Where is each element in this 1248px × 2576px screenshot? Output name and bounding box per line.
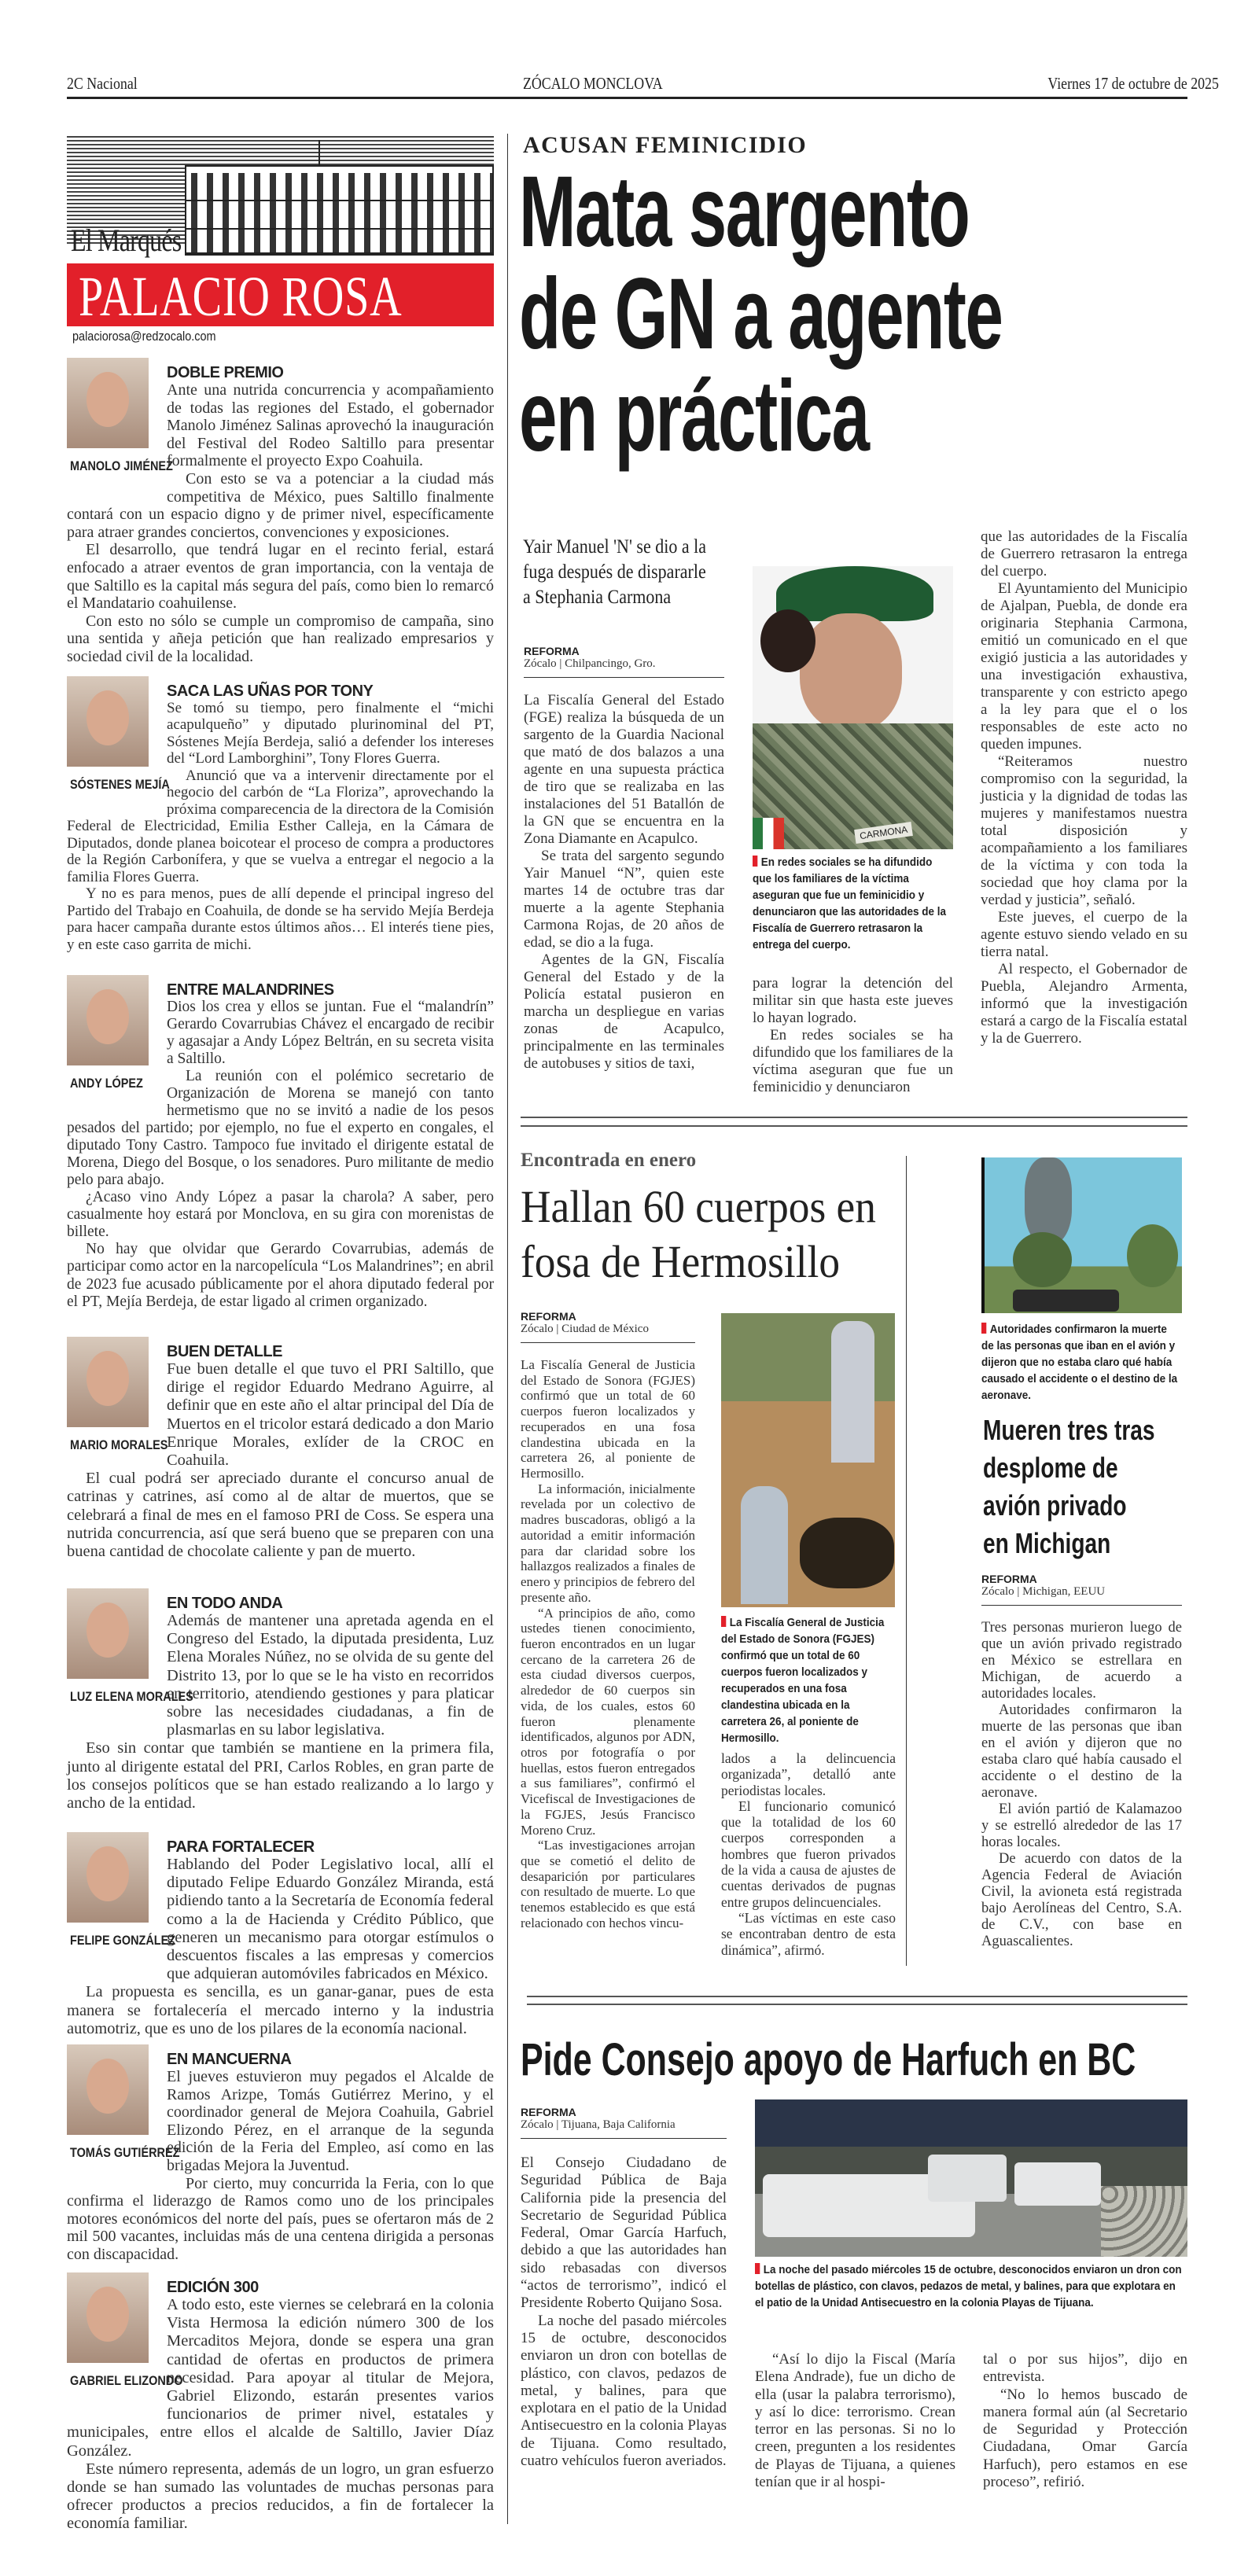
lead-agency: REFORMA bbox=[524, 645, 580, 657]
lead-photo-caption: En redes sociales se ha difundido que los familiares de la víctima aseguran que fue un feminicidio y denunciaron que las autoridades de la Fiscalía de Guerrero retrasaron la entrega del cuerpo. bbox=[753, 854, 952, 953]
lead-dateline: Zócalo | Chilpancingo, Gro. bbox=[524, 657, 724, 678]
lead-col1 bbox=[524, 692, 724, 1073]
lead-paragraph: En redes sociales se ha difundido que los familiares de la víctima aseguran que fue un feminicidio y denunciaron bbox=[753, 1027, 953, 1095]
harfuch-agency: REFORMA bbox=[521, 2106, 576, 2118]
item-paragraph: Eso sin contar que también se mantiene en la primera fila, junto al dirigente estatal del PRI, Carlos Robles, en gran parte de los consejos políticos que se han estado realizando a lo largo y ancho de la entidad. bbox=[67, 1739, 494, 1812]
portrait-photo bbox=[67, 2272, 149, 2363]
michigan-photo bbox=[981, 1157, 1182, 1313]
portrait-name: FELIPE GONZÁLEZ bbox=[70, 1933, 176, 1948]
issue-date: Viernes 17 de octubre de 2025 bbox=[1047, 74, 1219, 93]
lead-deck: Yair Manuel 'N' se dio a la fuga después de dispararle a Stephania Carmona bbox=[523, 536, 706, 608]
michigan-headline-line: avión privado bbox=[983, 1489, 1127, 1522]
hermosillo-headline-line: Hallan 60 cuerpos en bbox=[521, 1181, 876, 1232]
harfuch-photo bbox=[755, 2099, 1187, 2257]
item-lead: Fue buen detalle el que tuvo el PRI Saltillo, que dirige el regidor Eduardo Medrano Aguirre, al definir que en este año el altar principal del Día de Muertos en el tricolor estará dedicado a don Mario Enrique Morales, exlíder de la CROC en Coahuila. bbox=[167, 1360, 494, 1470]
harfuch-paragraph: “No lo hemos buscado de manera formal aún (al Secretario de Seguridad y Protección Ciudadana, Omar García Harfuch), pero estamos en ese proceso”, refirió. bbox=[983, 2386, 1187, 2491]
michigan-byline-block bbox=[981, 1573, 1182, 1606]
item-title: SACA LAS UÑAS POR TONY bbox=[167, 683, 374, 700]
lead-headline-line: en práctica bbox=[519, 360, 869, 473]
item-lead: Ante una nutrida concurrencia y acompañamiento de todas las regiones del Estado, el gobernador Manolo Jiménez Salinas aprovechó la inauguración del Festival del Rodeo Saltillo para presentar formalmente el proyecto Expo Coahuila. bbox=[167, 381, 494, 470]
portrait-photo bbox=[67, 1337, 149, 1427]
portrait-name: SÓSTENES MEJÍA bbox=[70, 777, 170, 792]
hermosillo-dateline: Zócalo | Ciudad de México bbox=[521, 1323, 695, 1343]
item-paragraph: No hay que olvidar que Gerardo Covarrubias, además de participar como actor en la narcopelícula “Los Malandrines”; en abril de 2023 fue acusado públicamente por el ahora diputado federal por el PT, Mejía Berdeja, de estar ligado al crimen organizado. bbox=[67, 1241, 494, 1310]
item-paragraph: ¿Acaso vino Andy López a pasar la charola? A saber, pero casualmente hoy estará por Monclova, en su gira con morenistas de billete. bbox=[67, 1189, 494, 1241]
lead-paragraph: “Reiteramos nuestro compromiso con la seguridad, la justicia y la dignidad de todas las mujeres y manifestamos nuestra total disposición y acompañamiento a los familiares de la víctima y con toda la sociedad que hoy clama por la verdad y justicia”, señaló. bbox=[981, 753, 1187, 908]
portrait-name: GABRIEL ELIZONDO bbox=[70, 2373, 183, 2388]
harfuch-paragraph: La noche del pasado miércoles 15 de octubre, desconocidos enviaron un dron con botellas de plástico, con clavos, pedazos de metal, y balines, para que explotara en el patio de la Unidad Antisecuestro en la colonia Playas de Tijuana. Como resultado, cuatro vehículos fueron averiados. bbox=[521, 2312, 727, 2470]
person-shape bbox=[831, 1321, 874, 1463]
hermosillo-col2 bbox=[721, 1750, 896, 1958]
column-logo bbox=[67, 134, 494, 329]
michigan-dateline: Zócalo | Michigan, EEUU bbox=[981, 1585, 1182, 1606]
item-paragraph: Este número representa, además de un logro, un gran esfuerzo donde se han sumado las voluntades de muchas personas para ofrecer productos a precios reducidos, a fin de fortalecer la economía familiar. bbox=[67, 2460, 494, 2533]
tree-shape bbox=[1013, 1232, 1072, 1287]
lead-headline-line: de GN a agente bbox=[519, 258, 1003, 370]
item-paragraph: El cual podrá ser apreciado durante el concurso anual de catrinas y catrines, así como al de altar de muertos, que se celebrará a final de mes en el famoso PRI de Coss. Se espera una nutrida concurrencia, así que será bueno que se preparen con una buena cantidad de chocolate caliente y pan de muerto. bbox=[67, 1470, 494, 1561]
michigan-paragraph: Autoridades confirmaron la muerte de las personas que iban en el avión y dijeron que no estaba claro qué había causado el accidente o el destino de la aeronave. bbox=[981, 1702, 1182, 1801]
column-item bbox=[67, 975, 494, 1311]
item-paragraph: La reunión con el polémico secretario de Organización de Morena se manejó con tanto hermetismo que no se invitó a nadie de los pesos pesados del partido; por ejemplo, no fue el experto en congales, el diputado Tony Castro. Tampoco fue invitado el dirigente estatal de Morena, Diego del Bosque, o los senadores. Puro militante de medio pelo para abajo. bbox=[67, 1068, 494, 1189]
item-paragraph: La propuesta es sencilla, es un ganar-ganar, pues de esta manera se fortalecería el mercado interno y la industria automotriz, que es uno de los pilares de la economía nacional. bbox=[67, 1983, 494, 2037]
column-divider bbox=[906, 1156, 907, 1966]
item-lead: A todo esto, este viernes se celebrará en la colonia Vista Hermosa la edición número 300 de los Mercaditos Mejora, donde se espera una gran cantidad de ofertas en productos de primera necesidad. Para apoyar al titular de Mejora, Gabriel Elizondo, estarán presentes varios funcionarios de primer nivel, estatales y municipales, entre ellos el alcalde de Saltillo, Javier Díaz González. bbox=[67, 2296, 494, 2460]
column-item bbox=[67, 2272, 494, 2534]
pit-shape bbox=[800, 1518, 894, 1588]
item-paragraph: Con esto se va a potenciar a la ciudad más competitiva de México, pues Saltillo finalmente contará con un espacio digno y de primer nivel, específicamente para atraer grandes conciertos, convenciones y exposiciones. bbox=[67, 469, 494, 541]
item-title: PARA FORTALECER bbox=[167, 1838, 315, 1856]
lead-kicker: ACUSAN FEMINICIDIO bbox=[523, 132, 808, 158]
harfuch-col1 bbox=[521, 2155, 727, 2470]
item-paragraph: Por cierto, muy concurrida la Feria, con lo que confirma el liderazgo de Ramos como uno de los principales motores económicos del norte del país, pues se ofertaron más de 2 mil 500 vacantes, incluidas más de una centena dirigida a personas con discapacidad. bbox=[67, 2174, 494, 2263]
hermosillo-paragraph: La Fiscalía General de Justicia del Estado de Sonora (FGJES) confirmó que un total de 60 cuerpos fueron localizados y recuperados en una fosa clandestina ubicada en la carretera 26, al poniente de Hermosillo. bbox=[521, 1357, 695, 1481]
smoke-shape bbox=[1025, 1157, 1072, 1244]
hermosillo-byline-block bbox=[521, 1310, 695, 1343]
portrait-photo bbox=[67, 975, 149, 1065]
item-title: DOBLE PREMIO bbox=[167, 364, 284, 381]
lead-paragraph: Agentes de la GN, Fiscalía General del Estado y de la Policía estatal pusieron en marcha un despliegue en varias zonas de Acapulco, principalmente en las terminales de autobuses y sitios de taxi, bbox=[524, 951, 724, 1072]
harfuch-col3 bbox=[983, 2351, 1187, 2491]
lead-paragraph: que las autoridades de la Fiscalía de Guerrero retrasaron la entrega del cuerpo. bbox=[981, 528, 1187, 580]
harfuch-headline: Pide Consejo apoyo de Harfuch en BC bbox=[521, 2034, 1136, 2085]
michigan-paragraph: Tres personas murieron luego de que un avión privado registrado en México se estrellara en Michigan, de acuerdo a autoridades locales. bbox=[981, 1620, 1182, 1702]
flag-pole-icon bbox=[318, 140, 320, 167]
column-item bbox=[67, 2044, 494, 2264]
tree-shape bbox=[1127, 1224, 1178, 1287]
section-divider bbox=[521, 1117, 1187, 1118]
michigan-headline-line: Mueren tres tras bbox=[983, 1414, 1155, 1446]
lead-paragraph: Este jueves, el cuerpo de la agente estuvo siendo velado en su tierra natal. bbox=[981, 909, 1187, 960]
item-paragraph: Y no es para menos, pues de allí depende el principal ingreso del Partido del Trabajo en Coahuila, de donde se ha servido Mejía Berdeja para hacer campaña durante estos últimos años… El interés tiene pies, y en este caso garrita de michi. bbox=[67, 885, 494, 953]
hermosillo-photo-caption: La Fiscalía General de Justicia del Estado de Sonora (FGJES) confirmó que un total de 60 cuerpos fueron localizados y recuperados en una fosa clandestina ubicada en la carretera 26, al poniente de Hermosillo. bbox=[721, 1614, 895, 1746]
truck-shape bbox=[928, 2155, 1007, 2202]
newspaper-name: ZÓCALO MONCLOVA bbox=[523, 74, 663, 93]
harfuch-paragraph: tal o por sus hijos”, dijo en entrevista. bbox=[983, 2351, 1187, 2386]
hermosillo-col1 bbox=[521, 1357, 695, 1931]
harfuch-byline-block bbox=[521, 2106, 727, 2139]
michigan-paragraph: De acuerdo con datos de la Agencia Federal de Aviación Civil, la avioneta está registrada bajo Aerolíneas del Centro, S.A. de C.V., con base en Aguascalientes. bbox=[981, 1851, 1182, 1949]
portrait-name: LUZ ELENA MORALES bbox=[70, 1689, 193, 1704]
hermosillo-kicker: Encontrada en enero bbox=[521, 1150, 697, 1171]
portrait-name: MANOLO JIMÉNEZ bbox=[70, 458, 173, 473]
michigan-photo-caption: Autoridades confirmaron la muerte de las personas que iban en el avión y dijeron que no estaba claro qué había causado el accidente o el destino de la aeronave. bbox=[981, 1321, 1180, 1404]
hermosillo-paragraph: “A principios de año, como ustedes tienen conocimiento, fueron encontrados en un lugar cercano de la carretera 26 de esta ciudad diversos cuerpos, alrededor de 60 cuerpos sin vida, de los cuales, estos 60 fueron plenamente identificados, algunos por ADN, otros por fotografía o por huellas, estos fueron entregados a sus familiares”, confirmó el Vicefiscal de Investigaciones de la FGJES, Jesús Francisco Moreno Cruz. bbox=[521, 1605, 695, 1838]
portrait-name: TOMÁS GUTIÉRREZ bbox=[70, 2145, 180, 2160]
lead-paragraph: Se trata del sargento segundo Yair Manuel “N”, quien este martes 14 de octubre tras dar muerte a la agente Stephania Carmona Rojas, de 20 años de edad, se dio a la fuga. bbox=[524, 848, 724, 951]
harfuch-paragraph: El Consejo Ciudadano de Seguridad Pública de Baja California pide la presencia del Secretario de Seguridad Pública Federal, Omar García Harfuch, debido a que las autoridades han sido rebasadas con diversos “actos de terrorismo”, indicó el Presidente Roberto Quijano Sosa. bbox=[521, 2155, 727, 2312]
hermosillo-paragraph: lados a la delincuencia organizada”, detalló ante periodistas locales. bbox=[721, 1750, 896, 1798]
palace-illustration bbox=[185, 165, 494, 256]
name-tape: CARMONA bbox=[854, 822, 913, 844]
item-lead: Se tomó su tiempo, pero finalmente el “michi acapulqueño” y diputado plurinominal del PT, Sóstenes Mejía Berdeja, salió a defender los intereses del “Lord Lamborghini”, Tony Flores Guerra. bbox=[167, 700, 494, 767]
portrait-photo bbox=[67, 358, 149, 448]
column-divider bbox=[507, 134, 508, 2524]
section-divider bbox=[527, 1996, 1187, 1997]
lead-paragraph: Al respecto, el Gobernador de Puebla, Alejandro Armenta, informó que la investigación estará a cargo de la Fiscalía estatal y la de Guerrero. bbox=[981, 961, 1187, 1047]
portrait-photo bbox=[67, 676, 149, 767]
item-title: BUEN DETALLE bbox=[167, 1343, 282, 1360]
truck-shape bbox=[1013, 1290, 1119, 1312]
michigan-paragraph: El avión partió de Kalamazoo y se estrelló alrededor de las 17 horas locales. bbox=[981, 1801, 1182, 1850]
hermosillo-photo bbox=[721, 1313, 895, 1607]
hermosillo-headline-line: fosa de Hermosillo bbox=[521, 1236, 841, 1287]
page-header bbox=[67, 74, 1219, 99]
harfuch-dateline: Zócalo | Tijuana, Baja California bbox=[521, 2118, 727, 2139]
michigan-headline-line: en Michigan bbox=[983, 1527, 1111, 1559]
harfuch-photo-caption: La noche del pasado miércoles 15 de octubre, desconocidos enviaron un dron con botellas de plástico, con clavos, pedazos de metal, y balines, para que explotara en el patio de la Unidad Antisecuestro en la colonia Playas de Tijuana. bbox=[755, 2261, 1187, 2311]
portrait-photo bbox=[67, 1832, 149, 1923]
item-title: EN MANCUERNA bbox=[167, 2051, 292, 2068]
portrait-photo bbox=[67, 1588, 149, 1679]
section-divider bbox=[521, 1125, 1187, 1127]
column-item bbox=[67, 676, 494, 953]
item-lead: Dios los crea y ellos se juntan. Fue el “malandrín” Gerardo Covarrubias Chávez el encargado de recibir y agasajar a Andy López Beltrán, en su secreta visita a Saltillo. bbox=[167, 999, 494, 1068]
portrait-name: ANDY LÓPEZ bbox=[70, 1076, 143, 1091]
hermosillo-paragraph: La información, inicialmente revelada por un colectivo de madres buscadoras, obligó a la autoridad a emitir información para dar claridad sobre los hallazgos realizados a finales de enero y principios de febrero del presente año. bbox=[521, 1481, 695, 1605]
harfuch-paragraph: “Así lo dijo la Fiscal (María Elena Andrade), fue un dicho de ella (usar la palabra terrorismo), y así lo dice: terrorismo. Crean terror en las personas. Si no lo creen, pregunten a los residentes de Playas de Tijuana, a quienes tenían que ir al hospi- bbox=[755, 2351, 955, 2491]
lead-paragraph: La Fiscalía General del Estado (FGE) realiza la búsqueda de un sargento de la Guardia Nacional que mató de dos balazos a una agente en una supuesta práctica de tiro que se realizaba en las instalaciones del 51 Batallón de la GN que se encuentra en la Zona Diamante en Acapulco. bbox=[524, 692, 724, 847]
hermosillo-headline bbox=[521, 1179, 876, 1290]
item-paragraph: Con esto no sólo se cumple un compromiso de campaña, sino una sentida y añeja petición que han realizado empresarios y sociedad civil de la localidad. bbox=[67, 612, 494, 665]
harfuch-col2 bbox=[755, 2351, 955, 2491]
logo-small-text: El Marqués bbox=[71, 223, 182, 258]
column-item bbox=[67, 1832, 494, 2038]
column-item bbox=[67, 1588, 494, 1812]
section-label: 2C Nacional bbox=[67, 74, 138, 93]
hermosillo-paragraph: El funcionario comunicó que la totalidad de los 60 cuerpos corresponden a hombres que fueron privados de la vida a causa de ajustes de cuentas derivados de pugnas entre grupos delincuenciales. bbox=[721, 1798, 896, 1910]
section-divider bbox=[527, 2004, 1187, 2005]
item-lead: Además de mantener una apretada agenda en el Congreso del Estado, la diputada presidenta, Luz Elena Morales Núñez, no se olvida de su gente del Distrito 13, por lo que se le ha visto en recorridos en territorio, atendiendo gestiones y para platicar sobre las necesidades ciudadanas, a fin de plasmarlas en su labor legislativa. bbox=[167, 1612, 494, 1739]
item-title: ENTRE MALANDRINES bbox=[167, 981, 334, 999]
michigan-body bbox=[981, 1620, 1182, 1950]
mexico-flag-icon bbox=[753, 818, 784, 849]
lead-photo bbox=[753, 535, 953, 849]
lead-headline bbox=[519, 156, 1003, 473]
item-title: EDICIÓN 300 bbox=[167, 2279, 259, 2296]
lead-paragraph: El Ayuntamiento del Municipio de Ajalpan, Puebla, de donde era originaria Stephania Carmona, emitió un comunicado en el que exigió justicia a las autoridades y una investigación exhaustiva, transparente y con estricto apego a la ley para que el o los responsables de este acto no queden impunes. bbox=[981, 580, 1187, 753]
lead-headline-line: Mata sargento bbox=[519, 156, 970, 268]
column-item bbox=[67, 1337, 494, 1561]
michigan-agency: REFORMA bbox=[981, 1573, 1037, 1585]
person-shape bbox=[741, 1486, 788, 1604]
column-email[interactable]: palaciorosa@redzocalo.com bbox=[72, 329, 216, 344]
lead-col2 bbox=[753, 975, 953, 1096]
lead-byline-block bbox=[524, 645, 724, 678]
item-lead: Hablando del Poder Legislativo local, allí el diputado Felipe Eduardo González Miranda, está pidiendo tanto a la Secretaría de Economía federal como a la de Hacienda y Crédito Público, que generen un mecanismo para otorgar estímulos o descuentos fiscales a las empresas y comercios que adquieran automóviles fabricados en México. bbox=[167, 1856, 494, 1983]
truck-shape bbox=[1014, 2162, 1101, 2206]
portrait-photo bbox=[67, 2044, 149, 2135]
hermosillo-agency: REFORMA bbox=[521, 1310, 576, 1323]
item-paragraph: Anunció que va a intervenir directamente por el negocio del carbón de “La Floriza”, aprovechando la próxima comparecencia de la directora de la Comisión Federal de Electricidad, Emilia Esther Calleja, en la Cámara de Diputados, donde planea boicotear el proceso de compra a productores de la Región Carbonífera, y que se vuelva a entregar el negocio a la familia Flores Guerra. bbox=[67, 767, 494, 885]
logo-title: PALACIO ROSA bbox=[79, 265, 403, 328]
item-paragraph: El desarrollo, que tendrá lugar en el recinto ferial, estará enfocado a atraer eventos de gran importancia, con la ventaja de que Saltillo es la capital más segura del país, como bien lo remarcó el Mandatario coahuilense. bbox=[67, 541, 494, 613]
hermosillo-paragraph: “Las víctimas en este caso se encontraban dentro de esta dinámica”, afirmó. bbox=[721, 1909, 896, 1958]
face-shape bbox=[800, 613, 902, 731]
hair-shape bbox=[760, 609, 815, 672]
michigan-headline-line: desplome de bbox=[983, 1452, 1118, 1484]
portrait-name: MARIO MORALES bbox=[70, 1437, 168, 1452]
lead-col3 bbox=[981, 528, 1187, 1047]
item-lead: El jueves estuvieron muy pegados el Alcalde de Ramos Arizpe, Tomás Gutiérrez Merino, y el coordinador general de Mejora Coahuila, Gabriel Elizondo Pérez, en el arranque de la segunda edición de la Feria del Empleo, así como en las brigadas Mejora la Juventud. bbox=[167, 2068, 494, 2174]
michigan-headline bbox=[983, 1411, 1154, 1562]
column-item bbox=[67, 358, 494, 666]
hermosillo-paragraph: “Las investigaciones arrojan que se cometió el delito de desaparición por particulares con resultado de muerte. Lo que tenemos establecido es que está relacionado con hechos vincu- bbox=[521, 1838, 695, 1930]
item-title: EN TODO ANDA bbox=[167, 1595, 283, 1612]
wall-shape bbox=[1101, 2186, 1187, 2257]
lead-paragraph: para lograr la detención del militar sin que hasta este jueves lo hayan logrado. bbox=[753, 975, 953, 1026]
